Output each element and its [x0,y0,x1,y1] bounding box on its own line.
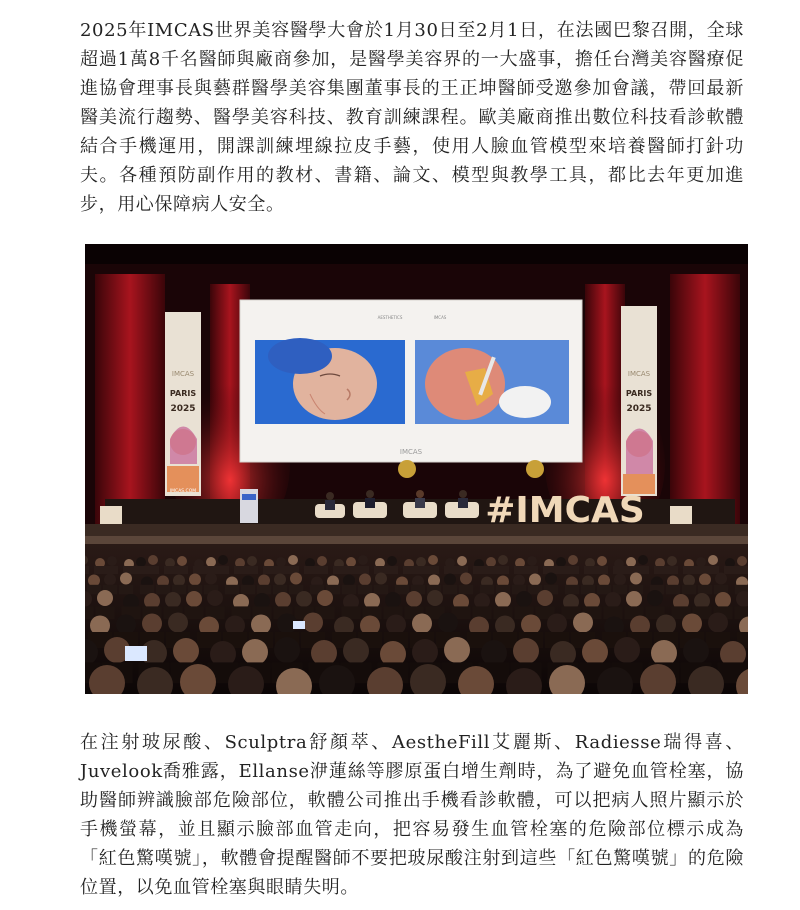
audience-head [274,574,286,586]
audience-head [177,556,187,566]
audience-body [234,566,246,574]
audience-body [565,585,579,595]
audience-body [342,585,356,595]
audience-head [715,573,727,585]
audience-body [613,566,625,574]
audience-body [480,585,494,595]
audience-head [667,556,677,566]
curtain-left-1 [95,274,165,534]
banner-right-city: PARIS [625,389,653,398]
audience-head [597,556,607,566]
audience-head [205,573,217,585]
audience-body [724,566,736,574]
audience-head [630,573,642,585]
audience-head [317,556,327,566]
audience-head [715,592,731,608]
audience-body [654,566,666,574]
banner-left [165,312,201,496]
audience-head [311,640,337,666]
banner-right [621,306,657,496]
audience-head [529,574,541,586]
audience-head [275,592,291,608]
audience-head [460,573,472,585]
audience-head [573,613,593,633]
audience-body [555,566,567,574]
audience-body [596,566,608,574]
audience-head [242,639,268,665]
audience-head [568,555,578,565]
audience-body [106,566,118,574]
filler-paragraph: 在注射玻尿酸、Sculptra舒顏萃、AestheFill艾麗斯、Radiesse瑞得喜、Juvelook喬雅露，Ellanse洢蓮絲等膠原蛋白增生劑時，為了避免血管栓塞，協助醫師辨識臉部危險部位，軟體公司推出手機看診軟體，可以把病人照片顯示於手機螢幕，並且顯示臉部血管走向，把容易發生血管栓塞的危險部位標示成為「紅色驚嘆號」，軟體會提醒醫師不要把玻尿酸注射到這些「紅色驚嘆號」的危險位置，以免血管栓塞與眼睛失明。 [80,732,744,898]
audience-head [116,615,136,635]
audience-head [696,557,706,567]
audience-body [94,566,106,574]
audience-head [521,615,541,635]
audience-head [598,575,610,587]
audience-head [97,590,113,606]
curtain-right-1 [670,274,740,534]
audience-head [412,614,432,634]
conference-hall-illustration [85,244,748,694]
audience-head [516,591,532,607]
audience-head [168,613,188,633]
audience-body [316,566,328,574]
audience-head [346,557,356,567]
audience-body [567,566,579,574]
audience-body [85,566,89,574]
audience-head [737,556,747,566]
audience-body [164,566,176,574]
audience-body [682,585,696,595]
audience-head [296,591,312,607]
audience-body [156,585,170,595]
audience-head [438,613,458,633]
audience-body [140,585,154,595]
audience-head [290,573,302,585]
audience-head [545,573,557,585]
audience-head [547,614,567,634]
audience-body [695,566,707,574]
audience-head [638,555,648,565]
audience-head [537,590,553,606]
audience-body [85,606,94,619]
audience-head [88,575,100,587]
audience-body [357,566,369,574]
banner-left-city: PARIS [169,389,197,398]
audience-head [626,591,642,607]
audience-head [104,574,116,586]
banner-right-brand: IMCAS [627,370,651,378]
audience-head [428,555,438,565]
audience-head [428,575,440,587]
audience-body [135,566,147,574]
audience-head [142,614,162,634]
audience-head [375,573,387,585]
audience-body [193,566,205,574]
audience-body [257,585,271,595]
audience-body [543,566,555,574]
audience-head [614,637,640,663]
audience-head [683,575,695,587]
audience-head [247,556,257,566]
audience-head [412,639,438,665]
audience-head [343,638,369,664]
audience-head [444,574,456,586]
audience-head [444,637,470,663]
intro-paragraph: 2025年IMCAS世界美容醫學大會於1月30日至2月1日，在法國巴黎召開，全球超過1萬8千名醫師與廠商參加，是醫學美容界的一大盛事，擔任台灣美容醫療促進協會理事長與藝群醫學美容集團董事長的王正坤醫師受邀參加會議，帶回最新醫美流行趨勢、醫學美容科技、教育訓練課程。歐美廠商推出數位科技看診軟體結合手機運用，開課訓練埋線拉皮手藝，使用人臉血管模型來培養醫師打針功夫。各種預防副作用的教材、書籍、論文、模型與教學工具，都比去年更加進步，用心保障病人安全。 [80,20,744,215]
audience-body [246,566,258,574]
audience-body [427,566,439,574]
gong-right [526,460,544,478]
audience-body [584,566,596,574]
audience-head [317,590,333,606]
audience-head [683,638,709,664]
audience-body [683,566,695,574]
audience-head [186,591,202,607]
audience-body [119,585,133,595]
audience-head [189,574,201,586]
audience-body [358,585,372,595]
audience-head [359,574,371,586]
audience-phone-mid [293,621,305,629]
audience-head [385,592,401,608]
audience-body [444,566,456,574]
audience-head [120,573,132,585]
audience-head [343,575,355,587]
audience-body [225,585,239,595]
screen-logo: IMCAS [399,448,423,456]
audience-body [597,585,611,595]
audience-body [333,566,345,574]
audience-head [582,639,608,665]
audience-body [176,566,188,574]
audience-body [514,566,526,574]
audience-head [457,556,467,566]
audience-body [304,566,316,574]
projection-screen [240,300,582,462]
audience-head [251,615,271,635]
banner-left-foot: IMCAS.COM [169,489,197,494]
audience-head [416,557,426,567]
gong-left [398,460,416,478]
banner-left-brand: IMCAS [171,370,195,378]
audience-body [217,566,229,574]
audience-head [274,637,300,663]
banner-left-year: 2025 [170,404,196,414]
audience-head [605,592,621,608]
audience-body [403,566,415,574]
audience-head [218,555,228,565]
audience-head [513,575,525,587]
audience-head [107,556,117,566]
audience-head [647,590,663,606]
audience-body [485,566,497,574]
audience-body [666,585,680,595]
audience-body [736,566,748,574]
ceiling [85,244,748,264]
audience-head [486,557,496,567]
audience-head [386,615,406,635]
audience-body [374,585,388,595]
audience-head [276,557,286,567]
audience-body [473,566,485,574]
audience-head [258,575,270,587]
audience-head [626,557,636,567]
audience-head [656,615,676,635]
audience-head [495,592,511,608]
audience-body [698,585,712,595]
audience-phone-left [125,646,147,661]
audience-body [345,566,357,574]
audience-body [637,566,649,574]
audience-head [556,557,566,567]
conference-photo [85,244,748,694]
audience-head [708,613,728,633]
audience-head [498,555,508,565]
audience-body [415,566,427,574]
audience-head [699,574,711,586]
audience-head [303,613,323,633]
audience-head [136,557,146,567]
audience-head [206,557,216,567]
audience-body [497,566,509,574]
audience-head [614,574,626,586]
screen-header-left: AESTHETICS [377,315,403,320]
audience-head [481,640,507,666]
audience-body [666,566,678,574]
audience-body [459,585,473,595]
audience-head [651,640,677,666]
stage-sign: #IMCAS [485,490,645,531]
audience-body [275,566,287,574]
audience-head [288,555,298,565]
audience-head [387,556,397,566]
audience-head [173,638,199,664]
audience-head [207,590,223,606]
banner-right-year: 2025 [626,404,652,414]
audience-head [527,556,537,566]
audience-head [165,592,181,608]
audience-head [427,590,443,606]
audience-body [263,566,275,574]
audience-body [526,566,538,574]
screen-header-right: IMCAS [433,315,447,320]
audience-head [358,555,368,565]
audience-head [513,638,539,664]
audience-body [581,585,595,595]
audience-body [443,585,457,595]
audience-body [184,606,203,619]
audience-body [241,585,255,595]
audience-body [707,566,719,574]
audience-head [173,575,185,587]
audience-head [148,555,158,565]
audience-body [147,566,159,574]
audience-body [386,566,398,574]
audience-head [708,555,718,565]
audience-head [406,591,422,607]
audience-head [682,614,702,634]
audience-body [395,585,409,595]
